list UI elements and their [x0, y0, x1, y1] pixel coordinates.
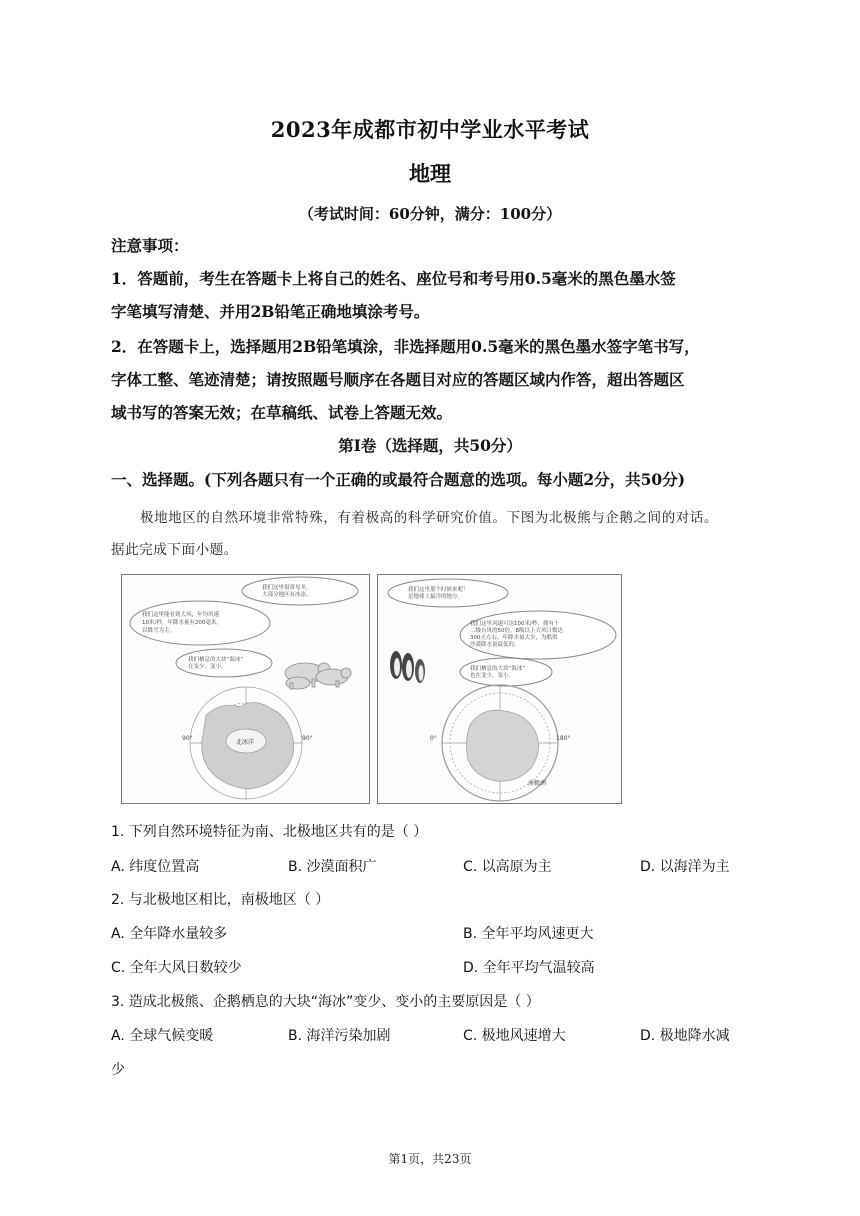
intro-line-2: 据此完成下面小题。 — [111, 542, 238, 558]
question-2-option-b[interactable]: B. 全年平均风速更大 — [463, 926, 594, 942]
question-3-option-d-wrap: 少 — [111, 1062, 125, 1078]
exam-title: 2023年成都市初中学业水平考试 — [270, 117, 590, 142]
svg-text:10米/秒，年降水量有200毫米，: 10米/秒，年降水量有200毫米， — [142, 620, 222, 626]
svg-text:我们这里那个时候来呢！: 我们这里那个时候来呢！ — [408, 587, 469, 593]
notes-heading: 注意事项： — [111, 236, 189, 255]
svg-text:90°: 90° — [302, 735, 313, 742]
question-1-stem: 1. 下列自然环境特征为南、北极地区共有的是（ ） — [111, 824, 428, 840]
svg-text:以降雪为主。: 以降雪为主。 — [142, 628, 176, 634]
svg-text:我们栖息的大块“海冰”: 我们栖息的大块“海冰” — [188, 657, 244, 663]
arctic-panel — [121, 574, 370, 804]
antarctic-panel — [377, 574, 622, 804]
svg-text:二级台风的50倍，8级以上大风日数达: 二级台风的50倍，8级以上大风日数达 — [470, 628, 563, 634]
question-1-option-b[interactable]: B. 沙漠面积广 — [288, 859, 377, 875]
question-3-option-a[interactable]: A. 全球气候变暖 — [111, 1028, 214, 1044]
question-2-option-a[interactable]: A. 全年降水量较多 — [111, 926, 228, 942]
polar-bear-icon — [285, 663, 351, 689]
question-3-stem: 3. 造成北极熊、企鹅栖息的大块“海冰”变少、变小的主要原因是（ ） — [111, 994, 540, 1010]
question-3-option-b[interactable]: B. 海洋污染加剧 — [288, 1028, 391, 1044]
notes-item-2-line-2: 字体工整、笔迹清楚；请按照题号顺序在各题目对应的答题区域内作答，超出答题区 — [111, 370, 685, 389]
notes-item-1-line-2: 字笔填写清楚、并用2B铅笔正确地填涂考号。 — [111, 302, 430, 321]
question-1-option-c[interactable]: C. 以高原为主 — [463, 859, 552, 875]
svg-text:我们栖息的大块“海冰”: 我们栖息的大块“海冰” — [470, 666, 526, 672]
section-heading: 一、选择题。(下列各题只有一个正确的或最符合题意的选项。每小题2分，共50分) — [111, 470, 686, 489]
svg-text:在变少、变小。: 在变少、变小。 — [188, 664, 227, 670]
page-footer: 第1页，共23页 — [388, 1152, 472, 1166]
svg-text:是地球上最冷的地方。: 是地球上最冷的地方。 — [408, 594, 464, 600]
question-2-option-c[interactable]: C. 全年大风日数较少 — [111, 960, 242, 976]
question-3-option-c[interactable]: C. 极地风速增大 — [463, 1028, 566, 1044]
question-1-option-a[interactable]: A. 纬度位置高 — [111, 859, 200, 875]
svg-text:沙漠降水量最低的。: 沙漠降水量最低的。 — [470, 642, 520, 648]
svg-text:我们这里风速可达100米/秒，拥有十: 我们这里风速可达100米/秒，拥有十 — [470, 621, 560, 627]
svg-text:北冰洋: 北冰洋 — [236, 739, 255, 746]
exam-info: （考试时间：60分钟，满分：100分） — [298, 205, 562, 223]
part-heading: 第Ⅰ卷（选择题，共50分） — [338, 436, 522, 455]
notes-item-2-line-3: 域书写的答案无效；在草稿纸、试卷上答题无效。 — [111, 403, 453, 422]
svg-text:大部分地区有冰冻。: 大部分地区有冰冻。 — [262, 592, 312, 598]
intro-line-1: 极地地区的自然环境非常特殊，有着极高的科学研究价值。下图为北极熊与企鹅之间的对话。 — [140, 510, 719, 526]
svg-text:90°: 90° — [182, 735, 193, 742]
svg-text:300天左右，年降水量太少，为酷似: 300天左右，年降水量太少，为酷似 — [470, 635, 558, 641]
question-2-stem: 2. 与北极地区相比，南极地区（ ） — [111, 892, 330, 908]
svg-text:180°: 180° — [556, 735, 571, 742]
arctic-illustration — [122, 575, 369, 803]
svg-text:我们这里能看到大风，年均风速: 我们这里能看到大风，年均风速 — [142, 612, 220, 618]
svg-text:南极洲: 南极洲 — [528, 780, 547, 787]
svg-text:我们这里很常见冬，: 我们这里很常见冬， — [262, 585, 312, 591]
question-1-option-d[interactable]: D. 以海洋为主 — [640, 859, 730, 875]
subject-title: 地理 — [409, 161, 451, 186]
question-3-option-d[interactable]: D. 极地降水减 — [640, 1028, 730, 1044]
svg-text:0°: 0° — [430, 735, 437, 742]
question-2-option-d[interactable]: D. 全年平均气温较高 — [463, 960, 595, 976]
notes-item-1-line-1: 1．答题前，考生在答题卡上将自己的姓名、座位号和考号用0.5毫米的黑色墨水签 — [111, 269, 676, 288]
antarctic-illustration — [378, 575, 621, 803]
svg-text:也在变少，变小。: 也在变少，变小。 — [470, 673, 515, 679]
penguin-icon — [390, 651, 425, 683]
notes-item-2-line-1: 2．在答题卡上，选择题用2B铅笔填涂，非选择题用0.5毫米的黑色墨水签字笔书写， — [111, 337, 700, 356]
